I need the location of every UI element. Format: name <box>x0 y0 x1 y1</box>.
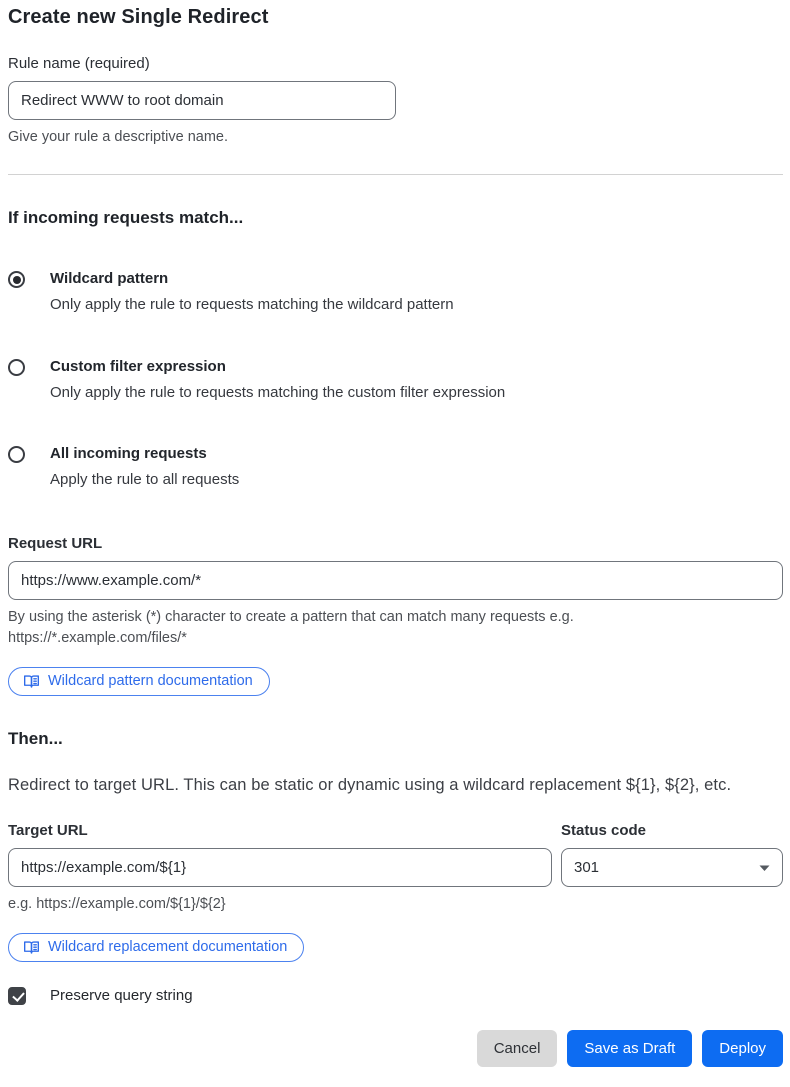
radio-description: Apply the rule to all requests <box>50 471 240 489</box>
radio-description: Only apply the rule to requests matching the wildcard pattern <box>50 296 454 314</box>
rule-name-label: Rule name (required) <box>8 55 150 72</box>
deploy-button[interactable]: Deploy <box>702 1030 783 1067</box>
radio-description: Only apply the rule to requests matching the custom filter expression <box>50 383 506 401</box>
book-icon <box>23 940 40 955</box>
rule-name-input[interactable] <box>8 81 396 120</box>
cancel-button[interactable]: Cancel <box>477 1030 558 1067</box>
then-section-heading: Then... <box>8 728 63 748</box>
doc-button-label: Wildcard pattern documentation <box>48 673 253 690</box>
page-title: Create new Single Redirect <box>8 6 269 28</box>
wildcard-pattern-doc-button[interactable] <box>8 667 270 696</box>
preserve-query-label: Preserve query string <box>50 987 193 1005</box>
radio-wildcard-pattern[interactable] <box>8 270 783 315</box>
radio-label: Wildcard pattern <box>50 270 169 288</box>
status-code-select[interactable] <box>561 848 783 887</box>
match-type-radio-group <box>8 270 783 490</box>
doc-button-label: Wildcard replacement documentation <box>48 939 288 956</box>
radio-custom-filter-expression[interactable] <box>8 358 783 403</box>
preserve-query-checkbox[interactable] <box>8 987 26 1005</box>
save-as-draft-button[interactable]: Save as Draft <box>567 1030 692 1067</box>
target-status-row <box>8 822 783 915</box>
match-section-heading: If incoming requests match... <box>8 208 244 228</box>
book-icon <box>23 674 40 689</box>
target-url-label: Target URL <box>8 821 88 839</box>
radio-label: Custom filter expression <box>50 357 226 375</box>
then-description: Redirect to target URL. This can be static or dynamic using a wildcard replacement ${1}, ${2}, etc. <box>8 775 732 794</box>
request-url-help: By using the asterisk (*) character to create a pattern that can match many requests e.g. https://*.example.com/files/* <box>8 608 574 646</box>
status-code-label: Status code <box>561 821 647 839</box>
radio-all-incoming-requests[interactable] <box>8 445 783 490</box>
section-divider <box>8 174 783 175</box>
wildcard-replacement-doc-button[interactable] <box>8 933 304 962</box>
target-url-help: e.g. https://example.com/${1}/${2} <box>8 895 226 912</box>
preserve-query-string-row[interactable] <box>8 987 783 1005</box>
status-code-value: 301 <box>574 858 600 876</box>
request-url-label: Request URL <box>8 534 103 552</box>
radio-button[interactable] <box>8 271 25 288</box>
radio-button[interactable] <box>8 359 25 376</box>
radio-button[interactable] <box>8 446 25 463</box>
request-url-input[interactable] <box>8 561 783 600</box>
target-url-input[interactable] <box>8 848 552 887</box>
footer-actions <box>8 1030 783 1067</box>
rule-name-help: Give your rule a descriptive name. <box>8 129 229 145</box>
caret-down-icon <box>759 859 770 876</box>
radio-label: All incoming requests <box>50 445 207 463</box>
